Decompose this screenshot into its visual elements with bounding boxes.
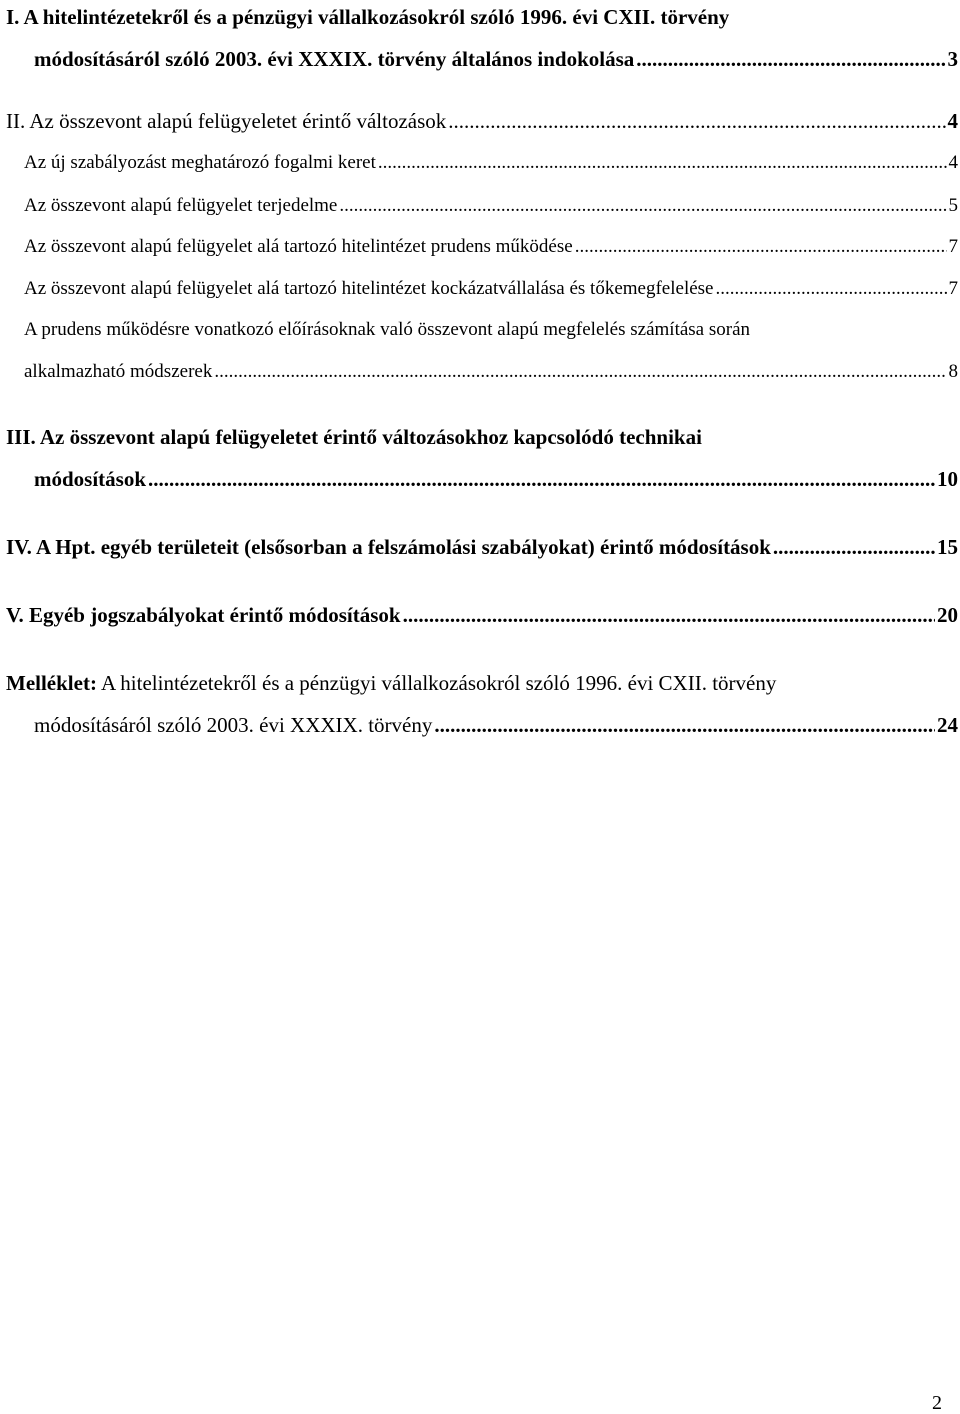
toc-entry-line	[0, 100, 958, 142]
toc-entry-title: módosításáról szóló 2003. évi XXXIX. törvény	[34, 713, 433, 737]
leader-dots	[773, 526, 935, 568]
toc-page-ref: 5	[948, 195, 958, 216]
toc-entry-title: Az összevont alapú felügyelet alá tartozó hitelintézet kockázatvállalása és tőkemegfelelése	[24, 278, 714, 299]
toc-page-ref: 10	[937, 467, 958, 491]
toc-entry-v[interactable]	[0, 594, 958, 636]
toc-entry-i-first-line: I. A hitelintézetekről és a pénzügyi vállalkozásokról szóló 1996. évi CXII. törvény	[6, 5, 730, 29]
toc-entry-melleklet[interactable]	[0, 662, 958, 746]
toc-entry-iii[interactable]	[0, 416, 958, 500]
toc-entry-iv[interactable]	[0, 526, 958, 568]
toc-page-ref: 7	[948, 236, 958, 257]
toc-page-ref: 7	[948, 278, 958, 299]
toc-entry-title: IV. A Hpt. egyéb területeit (elsősorban a felszámolási szabályokat) érintő módosítások	[6, 535, 771, 559]
toc-entry-line	[0, 594, 958, 636]
toc-entry-line	[0, 226, 958, 268]
toc-entry-title: alkalmazható módszerek	[24, 361, 213, 382]
appendix-label: Melléklet:	[6, 671, 97, 695]
toc-entry-line	[0, 704, 958, 746]
leader-dots	[715, 268, 946, 310]
leader-dots	[378, 142, 947, 184]
toc-page-ref: 24	[937, 713, 958, 737]
toc-entry-title: Az összevont alapú felügyelet terjedelme	[24, 195, 338, 216]
page-number: 2	[932, 1392, 942, 1414]
toc-entry-i-last-line	[0, 38, 958, 80]
toc-entry-title: V. Egyéb jogszabályokat érintő módosítások	[6, 603, 401, 627]
toc-entry-line	[0, 268, 958, 310]
toc-page-ref: 3	[947, 47, 958, 71]
toc-entry-i[interactable]	[0, 0, 958, 80]
toc-entry-title: módosításáról szóló 2003. évi XXXIX. törvény általános indokolása	[34, 47, 635, 71]
toc-page-ref: 4	[947, 109, 958, 133]
leader-dots	[403, 594, 935, 636]
toc-entry-line	[0, 185, 958, 227]
toc-entry-line	[0, 142, 958, 184]
leader-dots	[214, 351, 946, 393]
toc-entry-title: Az új szabályozást meghatározó fogalmi keret	[24, 152, 376, 173]
toc-entry-title: II. Az összevont alapú felügyeletet érintő változások	[6, 109, 447, 133]
leader-dots	[434, 704, 935, 746]
toc-entry-line	[0, 351, 958, 393]
toc-entry-line	[0, 458, 958, 500]
leader-dots	[148, 458, 935, 500]
leader-dots	[339, 185, 946, 227]
toc-entry-kockazatvallalas[interactable]	[0, 268, 958, 310]
toc-entry-first-line: A prudens működésre vonatkozó előírásoknak való összevont alapú megfelelés számítása során	[24, 319, 751, 340]
toc-entry-terjedelme[interactable]	[0, 185, 958, 227]
toc-entry-title: Az összevont alapú felügyelet alá tartozó hitelintézet prudens működése	[24, 236, 573, 257]
toc-entry-ii[interactable]	[0, 100, 958, 142]
toc-entry-prudens-mukodes[interactable]	[0, 226, 958, 268]
toc-page-ref: 8	[948, 361, 958, 382]
toc-entry-first-line	[0, 662, 958, 704]
appendix-title-first-line: A hitelintézetekről és a pénzügyi vállalkozásokról szóló 1996. évi CXII. törvény	[101, 671, 777, 695]
toc-entry-fogalmi-keret[interactable]	[0, 142, 958, 184]
toc-page-ref: 20	[937, 603, 958, 627]
leader-dots	[575, 226, 947, 268]
leader-dots	[636, 38, 945, 80]
toc-entry-first-line: III. Az összevont alapú felügyeletet érintő változásokhoz kapcsolódó technikai	[6, 425, 702, 449]
toc-page-ref: 4	[948, 152, 958, 173]
toc-entry-line	[0, 526, 958, 568]
leader-dots	[448, 100, 945, 142]
toc-entry-title: módosítások	[34, 467, 147, 491]
toc-entry-modszerek[interactable]	[0, 309, 958, 393]
toc-page-ref: 15	[937, 535, 958, 559]
